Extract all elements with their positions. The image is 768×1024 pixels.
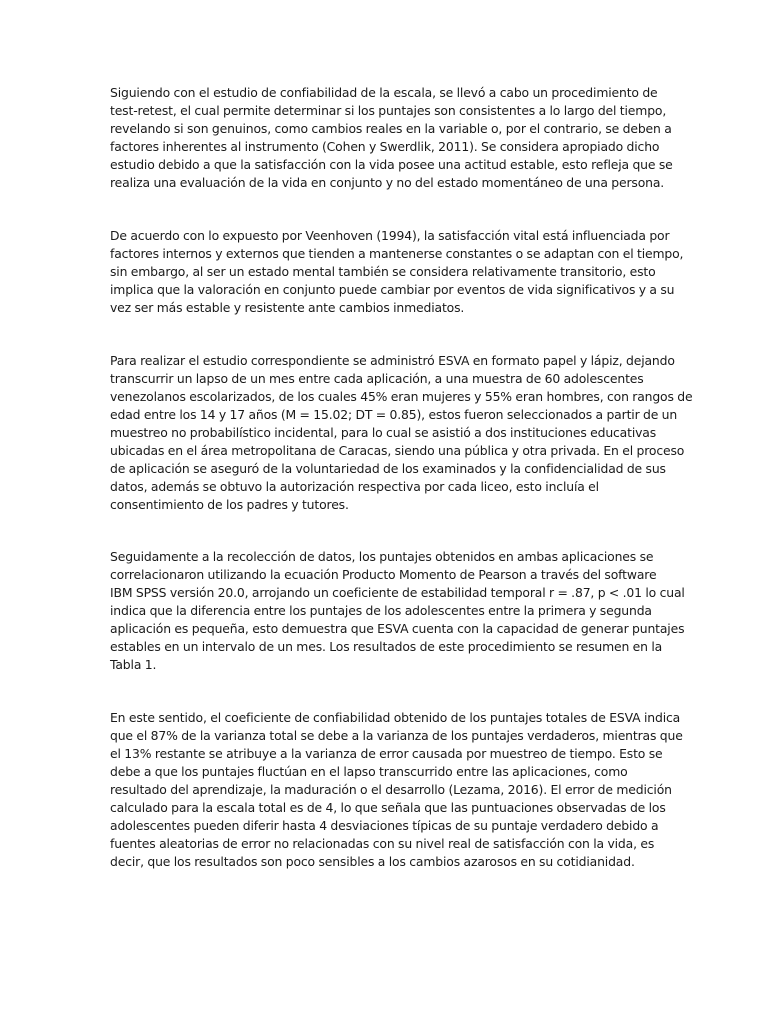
text-line: ubicadas en el área metropolitana de Caracas, siendo una pública y otra privada. En el proceso — [110, 443, 685, 458]
text-line: fuentes aleatorias de error no relacionadas con su nivel real de satisfacción con la vida, es — [110, 836, 655, 851]
text-line: debe a que los puntajes fluctúan en el lapso transcurrido entre las aplicaciones, como — [110, 764, 628, 779]
text-line: edad entre los 14 y 17 años (M = 15.02; DT = 0.85), estos fueron seleccionados a partir de un — [110, 407, 678, 422]
text-line: decir, que los resultados son poco sensibles a los cambios azarosos en su cotidianidad. — [110, 854, 635, 869]
text-line: indica que la diferencia entre los puntajes de los adolescentes entre la primera y segunda — [110, 603, 652, 618]
text-line: Seguidamente a la recolección de datos, los puntajes obtenidos en ambas aplicaciones se — [110, 549, 654, 564]
text-line: datos, además se obtuvo la autorización respectiva por cada liceo, esto incluía el — [110, 479, 599, 494]
text-line: muestreo no probabilístico incidental, para lo cual se asistió a dos instituciones educativas — [110, 425, 657, 440]
text-line: Tabla 1. — [110, 657, 157, 672]
text-line: resultado del aprendizaje, la maduración o el desarrollo (Lezama, 2016). El error de medición — [110, 782, 672, 797]
paragraph-reliability-coefficient — [110, 709, 683, 871]
text-line: Siguiendo con el estudio de confiabilidad de la escala, se llevó a cabo un procedimiento de — [110, 85, 658, 100]
text-line: estudio debido a que la satisfacción con la vida posee una actitud estable, esto refleja que se — [110, 157, 673, 172]
paragraph-pearson-results — [110, 548, 685, 674]
text-line: vez ser más estable y resistente ante cambios inmediatos. — [110, 300, 465, 315]
text-line: adolescentes pueden diferir hasta 4 desviaciones típicas de su puntaje verdadero debido a — [110, 818, 659, 833]
text-line: revelando si son genuinos, como cambios reales en la variable o, por el contrario, se deben a — [110, 121, 672, 136]
text-line: transcurrir un lapso de un mes entre cada aplicación, a una muestra de 60 adolescentes — [110, 371, 644, 386]
text-line: De acuerdo con lo expuesto por Veenhoven (1994), la satisfacción vital está influenciada por — [110, 228, 670, 243]
text-line: aplicación es pequeña, esto demuestra que ESVA cuenta con la capacidad de generar puntajes — [110, 621, 685, 636]
text-line: En este sentido, el coeficiente de confiabilidad obtenido de los puntajes totales de ESVA indica — [110, 710, 681, 725]
paragraph-sample-procedure — [110, 352, 693, 514]
text-line: el 13% restante se atribuye a la varianza de error causada por muestreo de tiempo. Esto se — [110, 746, 663, 761]
paragraph-test-retest-intro — [110, 84, 673, 192]
text-line: que el 87% de la varianza total se debe a la varianza de los puntajes verdaderos, mientras que — [110, 728, 683, 743]
text-line: IBM SPSS versión 20.0, arrojando un coeficiente de estabilidad temporal r = .87, p < .01 lo cual — [110, 585, 685, 600]
text-line: realiza una evaluación de la vida en conjunto y no del estado momentáneo de una persona. — [110, 175, 665, 190]
text-line: Para realizar el estudio correspondiente se administró ESVA en formato papel y lápiz, dejando — [110, 353, 675, 368]
text-line: test-retest, el cual permite determinar si los puntajes son consistentes a lo largo del tiempo, — [110, 103, 667, 118]
text-line: factores inherentes al instrumento (Cohen y Swerdlik, 2011). Se considera apropiado dicho — [110, 139, 660, 154]
text-line: de aplicación se aseguró de la voluntariedad de los examinados y la confidencialidad de sus — [110, 461, 666, 476]
text-line: consentimiento de los padres y tutores. — [110, 497, 349, 512]
text-line: calculado para la escala total es de 4, lo que señala que las puntuaciones observadas de los — [110, 800, 666, 815]
text-line: implica que la valoración en conjunto puede cambiar por eventos de vida significativos y a su — [110, 282, 675, 297]
text-line: sin embargo, al ser un estado mental también se considera relativamente transitorio, esto — [110, 264, 656, 279]
text-line: estables en un intervalo de un mes. Los resultados de este procedimiento se resumen en la — [110, 639, 663, 654]
paragraph-veenhoven — [110, 227, 684, 317]
text-line: correlacionaron utilizando la ecuación Producto Momento de Pearson a través del software — [110, 567, 657, 582]
text-line: factores internos y externos que tienden a mantenerse constantes o se adaptan con el tiempo, — [110, 246, 684, 261]
text-line: venezolanos escolarizados, de los cuales 45% eran mujeres y 55% eran hombres, con rangos de — [110, 389, 693, 404]
